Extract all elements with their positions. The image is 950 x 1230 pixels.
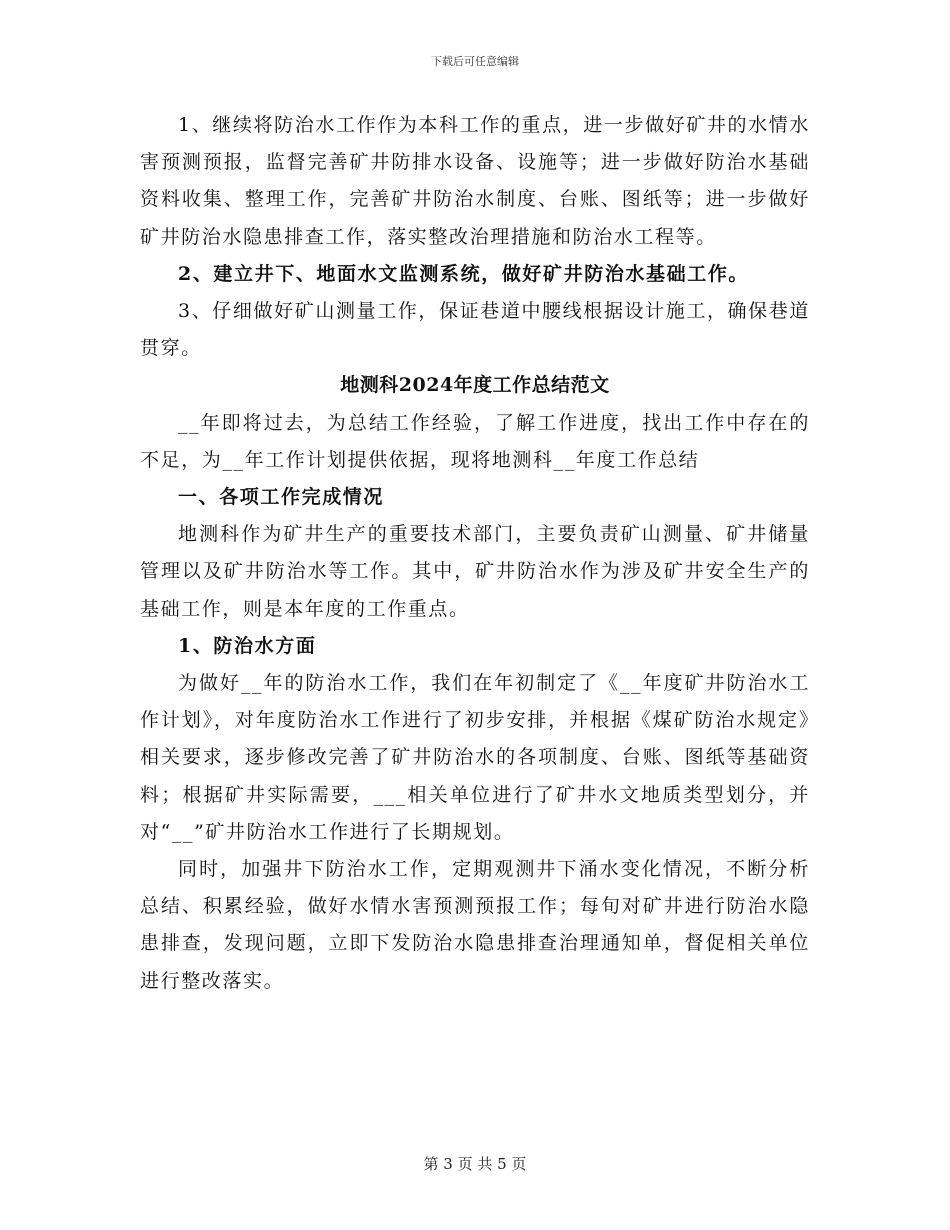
paragraph-item-3: 3、仔细做好矿山测量工作，保证巷道中腰线根据设计施工，确保巷道贯穿。 (140, 300, 810, 360)
paragraph-item-2-heading: 2、建立井下、地面水文监测系统，做好矿井防治水基础工作。 (178, 262, 750, 285)
section-heading-1: 一、各项工作完成情况 (178, 486, 385, 509)
subsection-heading-water: 1、防治水方面 (178, 634, 317, 657)
water-paragraph-2: 同时，加强井下防治水工作，定期观测井下涌水变化情况，不断分析总结、积累经验，做好水情水害预测预报工作；每旬对矿井进行防治水隐患排查，发现问题，立即下发防治水隐患排查治理通知单，督促相关单位进行整改落实。 (140, 858, 810, 992)
paragraph-item-1: 1、继续将防治水工作作为本科工作的重点，进一步做好矿井的水情水害预测预报，监督完善矿井防排水设备、设施等；进一步做好防治水基础资料收集、整理工作，完善矿井防治水制度、台账、图纸等；进一步做好矿井防治水隐患排查工作，落实整改治理措施和防治水工程等。 (140, 114, 810, 248)
page-number: 第 3 页 共 5 页 (423, 1155, 527, 1173)
intro-paragraph: __年即将过去，为总结工作经验，了解工作进度，找出工作中存在的不足，为__年工作计划提供依据，现将地测科__年度工作总结 (140, 411, 810, 471)
document-body (140, 107, 810, 1000)
page-header: 下载后可任意编辑 (431, 55, 519, 68)
document-title: 地测科2024年度工作总结范文 (340, 374, 610, 397)
section-paragraph-1: 地测科作为矿井生产的重要技术部门，主要负责矿山测量、矿井储量管理以及矿井防治水等工作。其中，矿井防治水作为涉及矿井安全生产的基础工作，则是本年度的工作重点。 (140, 523, 810, 620)
water-paragraph-1: 为做好__年的防治水工作，我们在年初制定了《__年度矿井防治水工作计划》，对年度防治水工作进行了初步安排，并根据《煤矿防治水规定》相关要求，逐步修改完善了矿井防治水的各项制度、台账、图纸等基础资料；根据矿井实际需要，___相关单位进行了矿井水文地质类型划分，并对“__”矿井防治水工作进行了长期规划。 (140, 672, 810, 843)
